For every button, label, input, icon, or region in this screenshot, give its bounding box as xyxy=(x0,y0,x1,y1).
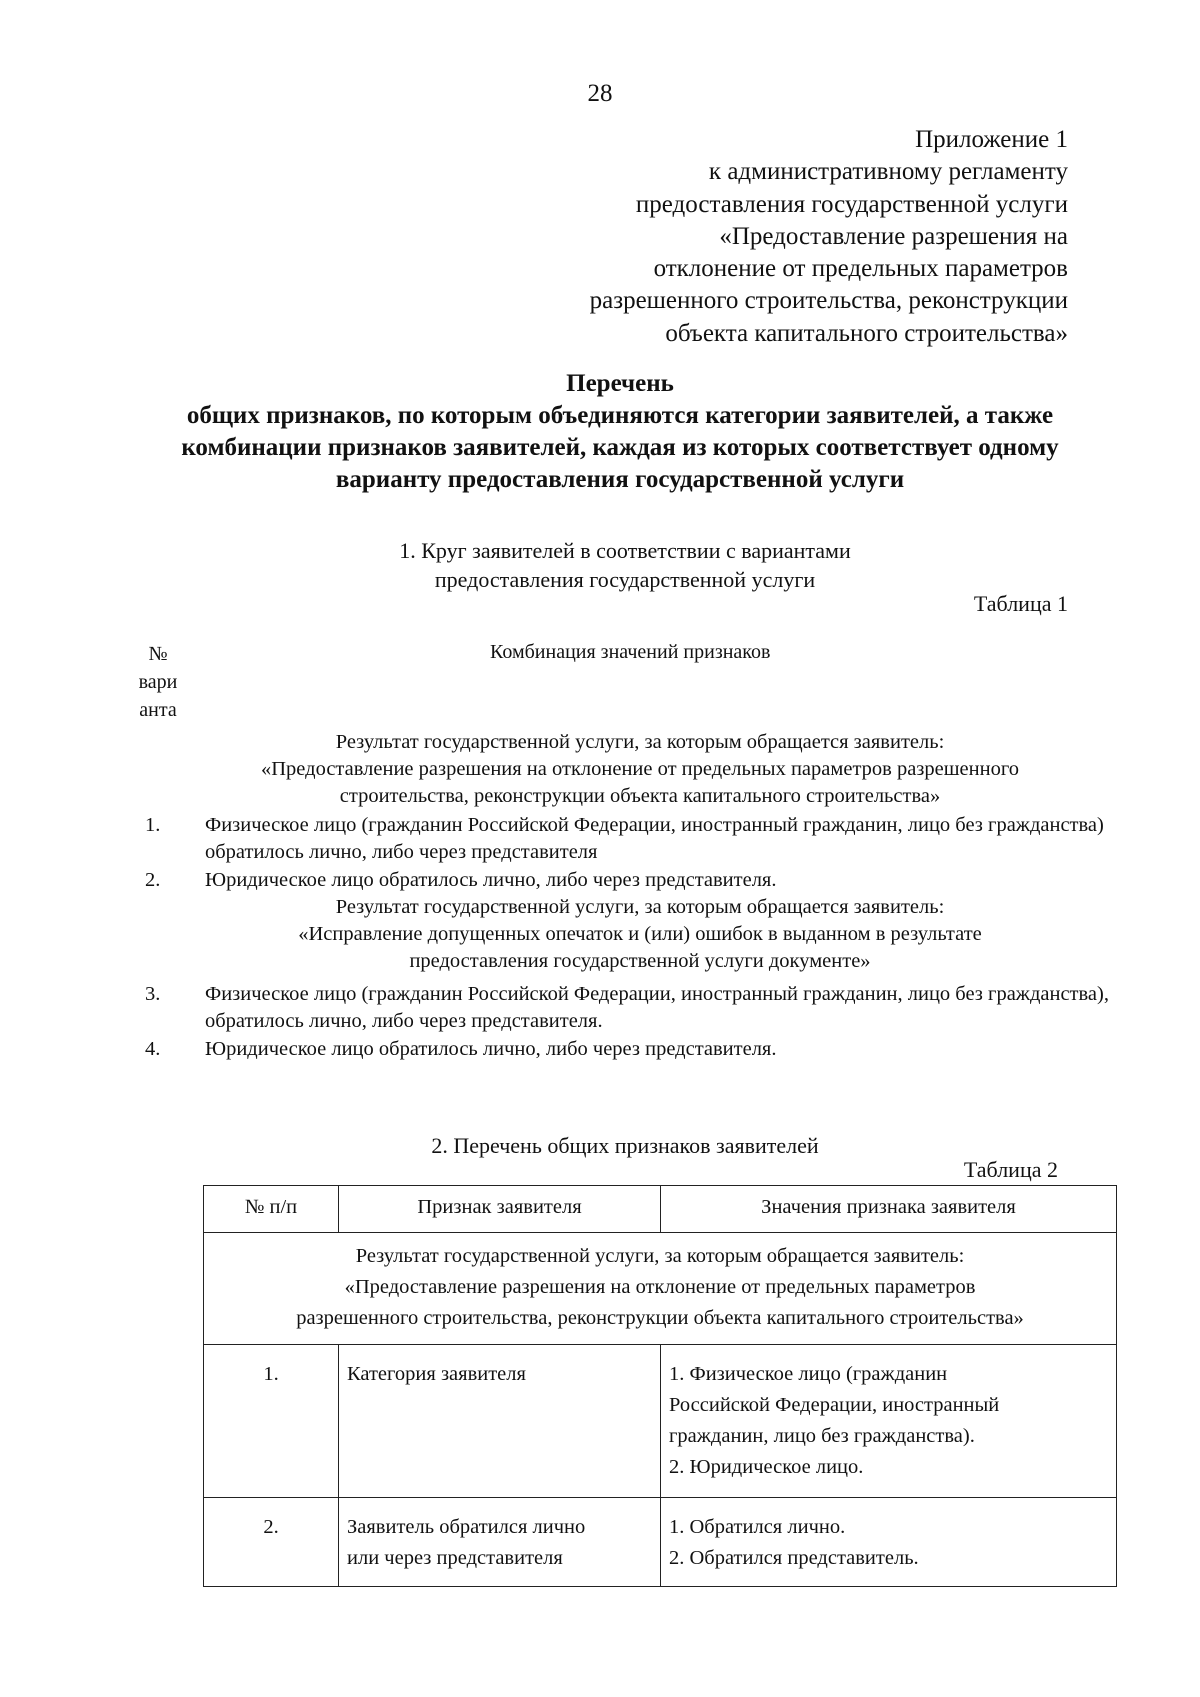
title-line: Перечень xyxy=(566,370,674,397)
row-sign: Категория заявителя xyxy=(339,1345,661,1498)
row-number: 1. xyxy=(204,1345,339,1498)
table1-caption: Таблица 1 xyxy=(973,591,1068,616)
row-number: 1. xyxy=(145,814,161,836)
row-number: 4. xyxy=(145,1038,161,1060)
table1-col-combination-header: Комбинация значений признаков xyxy=(490,641,771,663)
row-text: Физическое лицо (гражданин Российской Федерации, иностранный гражданин, лицо без гражданства) обратилось лично, либо через представителя xyxy=(205,814,1104,863)
result-line: предоставления государственной услуги документе» xyxy=(409,950,871,972)
table2-header-values: Значения признака заявителя xyxy=(661,1186,1117,1233)
value-line: 2. Обратился представитель. xyxy=(669,1547,919,1569)
header-line: № xyxy=(148,643,168,665)
table-row xyxy=(204,1345,1117,1498)
table1-row xyxy=(0,867,1200,897)
section1-heading-line: 1. Круг заявителей в соответствии с вариантами xyxy=(399,538,851,563)
appendix-line: к административному регламенту xyxy=(708,158,1068,186)
row-text: Юридическое лицо обратилось лично, либо через представителя. xyxy=(205,869,777,891)
value-line: гражданин, лицо без гражданства). xyxy=(669,1425,975,1447)
section1-heading xyxy=(0,536,1200,594)
result-line: Результат государственной услуги, за которым обращается заявитель: xyxy=(355,1245,965,1267)
appendix-line: разрешенного строительства, реконструкции xyxy=(589,287,1068,315)
row-values xyxy=(661,1345,1117,1498)
sign-line: Заявитель обратился лично xyxy=(347,1516,586,1538)
result-line: «Предоставление разрешения на отклонение от предельных параметров xyxy=(344,1276,976,1298)
result-line: строительства, реконструкции объекта капитального строительства» xyxy=(339,785,941,807)
row-number: 2. xyxy=(204,1498,339,1587)
table1-row xyxy=(0,981,1200,1041)
row-text: Физическое лицо (гражданин Российской Федерации, иностранный гражданин, лицо без гражданства), обратилось лично, либо через представителя. xyxy=(205,983,1109,1032)
table2-header-row xyxy=(204,1186,1117,1233)
table1-result-heading xyxy=(110,894,1170,975)
result-line: разрешенного строительства, реконструкции объекта капитального строительства» xyxy=(296,1307,1024,1329)
table1-row xyxy=(0,812,1200,872)
row-sign xyxy=(339,1498,661,1587)
table2-result-row xyxy=(204,1233,1117,1345)
result-line: Результат государственной услуги, за которым обращается заявитель: xyxy=(335,731,945,753)
sign-line: или через представителя xyxy=(347,1547,563,1569)
table2-header-number: № п/п xyxy=(204,1186,339,1233)
appendix-line: предоставления государственной услуги xyxy=(635,190,1068,218)
document-title xyxy=(110,368,1130,496)
appendix-line: «Предоставление разрешения на xyxy=(719,222,1068,250)
row-number: 3. xyxy=(145,983,161,1005)
page-number: 28 xyxy=(587,80,613,107)
value-line: 1. Обратился лично. xyxy=(669,1516,846,1538)
table1-col-number-header xyxy=(128,640,188,724)
row-number: 2. xyxy=(145,869,161,891)
table1-row xyxy=(0,1036,1200,1066)
value-line: 1. Физическое лицо (гражданин xyxy=(669,1363,948,1385)
result-line: Результат государственной услуги, за которым обращается заявитель: xyxy=(335,896,945,918)
row-text: Юридическое лицо обратилось лично, либо через представителя. xyxy=(205,1038,777,1060)
value-line: 2. Юридическое лицо. xyxy=(669,1456,864,1478)
section2-heading: 2. Перечень общих признаков заявителей xyxy=(431,1133,819,1158)
value-line: Российской Федерации, иностранный xyxy=(669,1394,1000,1416)
title-line: общих признаков, по которым объединяются категории заявителей, а также xyxy=(186,402,1054,429)
header-line: анта xyxy=(139,699,177,721)
table-row xyxy=(204,1498,1117,1587)
table2-caption: Таблица 2 xyxy=(963,1157,1058,1182)
appendix-line: объекта капитального строительства» xyxy=(665,319,1068,347)
appendix-line: Приложение 1 xyxy=(915,126,1068,153)
table2-result-cell xyxy=(204,1233,1117,1345)
section1-heading-line: предоставления государственной услуги xyxy=(434,567,816,592)
header-line: вари xyxy=(138,671,178,693)
table2 xyxy=(203,1185,1117,1587)
appendix-line: отклонение от предельных параметров xyxy=(653,255,1068,283)
table1-result-heading xyxy=(110,729,1170,810)
result-line: «Исправление допущенных опечаток и (или) ошибок в выданном в результате xyxy=(298,923,982,945)
row-values xyxy=(661,1498,1117,1587)
result-line: «Предоставление разрешения на отклонение от предельных параметров разрешенного xyxy=(261,758,1019,780)
table2-header-sign: Признак заявителя xyxy=(339,1186,661,1233)
title-line: комбинации признаков заявителей, каждая из которых соответствует одному xyxy=(181,434,1059,461)
title-line: варианту предоставления государственной услуги xyxy=(335,466,905,493)
appendix-block xyxy=(590,124,1068,350)
